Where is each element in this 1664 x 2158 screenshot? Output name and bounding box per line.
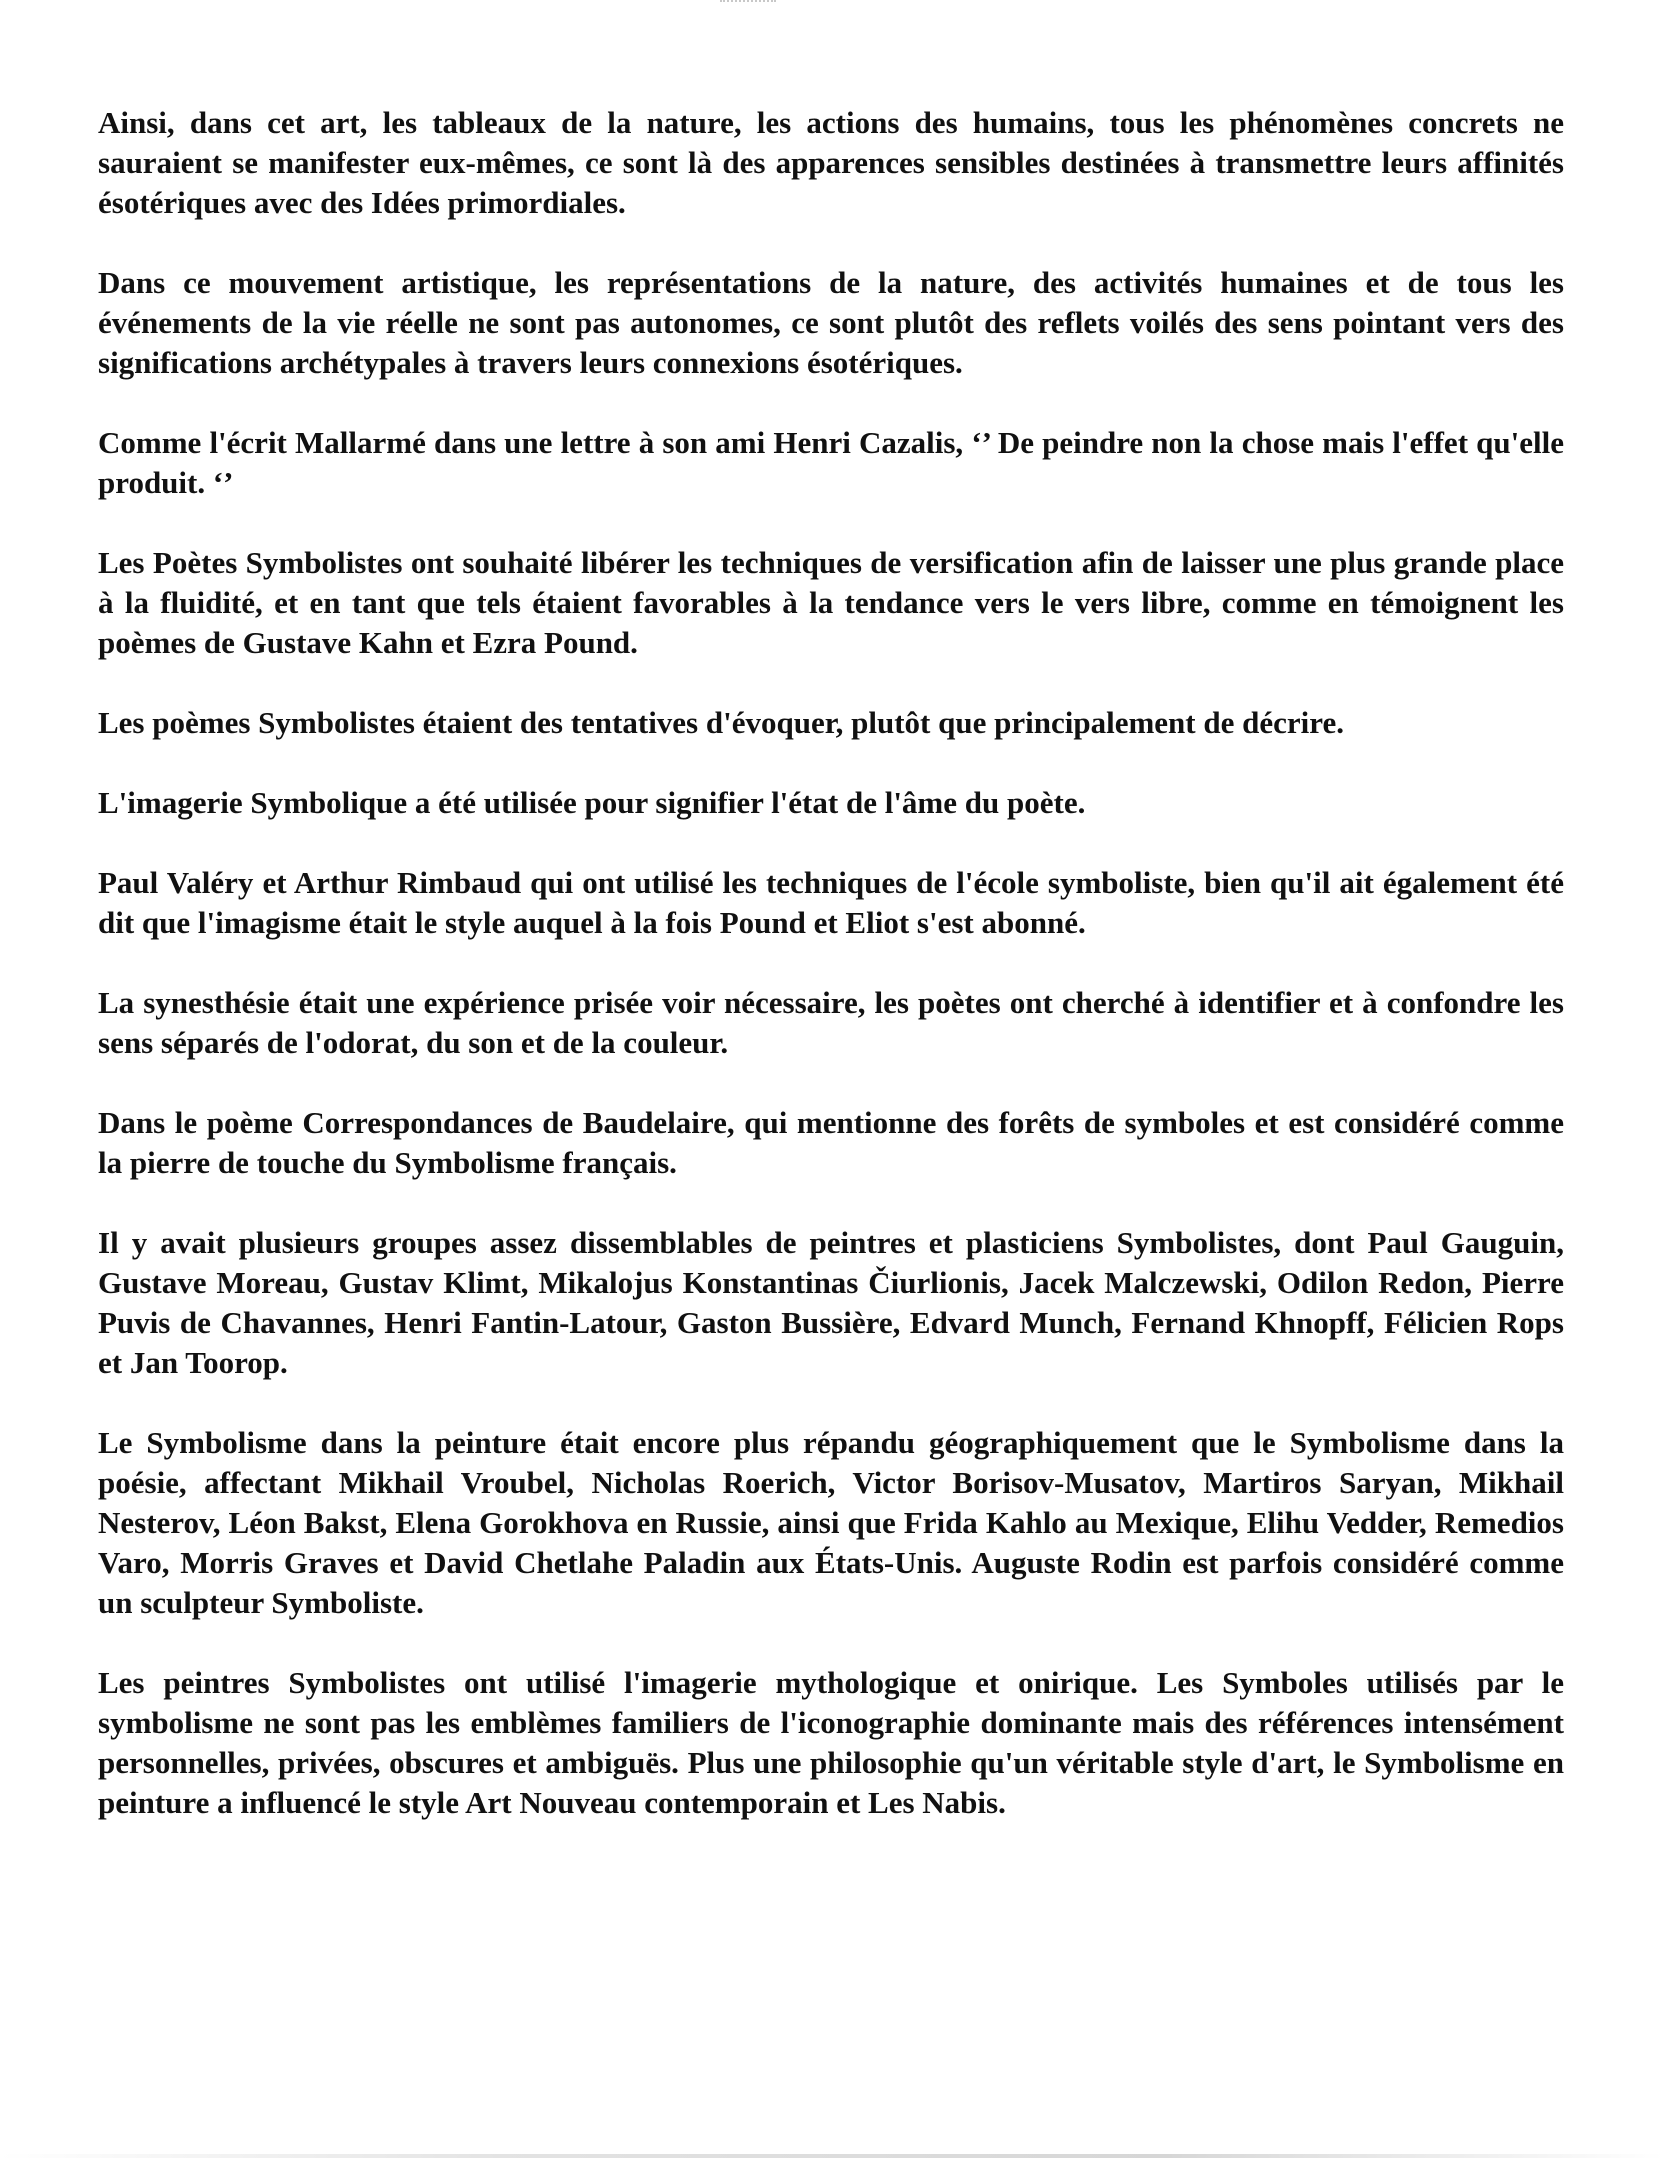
paragraph-6: L'imagerie Symbolique a été utilisée pour signifier l'état de l'âme du poète. (98, 785, 1086, 820)
paragraph-11: Le Symbolisme dans la peinture était encore plus répandu géographiquement que le Symbolisme dans la poésie, affectant Mikhail Vroubel, Nicholas Roerich, Victor Borisov-Musatov, Martiros Saryan, Mikhail Nesterov, Léon Bakst, Elena Gorokhova en Russie, ainsi que Frida Kahlo au Mexique, Elihu Vedder, Remedios Varo, Morris Graves et David Chetlahe Paladin aux États-Unis. Auguste Rodin est parfois considéré comme un sculpteur Symboliste. (98, 1425, 1564, 1620)
paragraph-10: Il y avait plusieurs groupes assez dissemblables de peintres et plasticiens Symbolistes, dont Paul Gauguin, Gustave Moreau, Gustav Klimt, Mikalojus Konstantinas Čiurlionis, Jacek Malczewski, Odilon Redon, Pierre Puvis de Chavannes, Henri Fantin-Latour, Gaston Bussière, Edvard Munch, Fernand Khnopff, Félicien Rops et Jan Toorop. (98, 1225, 1564, 1380)
paragraph-2: Dans ce mouvement artistique, les représentations de la nature, des activités humaines et de tous les événements de la vie réelle ne sont pas autonomes, ce sont plutôt des reflets voilés des sens pointant vers des significations archétypales à travers leurs connexions ésotériques. (98, 265, 1564, 380)
paragraph-8: La synesthésie était une expérience prisée voir nécessaire, les poètes ont cherché à identifier et à confondre les sens séparés de l'odorat, du son et de la couleur. (98, 985, 1564, 1060)
paragraph-3: Comme l'écrit Mallarmé dans une lettre à son ami Henri Cazalis, ‘’ De peindre non la chose mais l'effet qu'elle produit. ‘’ (98, 425, 1564, 500)
paragraph-12: Les peintres Symbolistes ont utilisé l'imagerie mythologique et onirique. Les Symboles utilisés par le symbolisme ne sont pas les emblèmes familiers de l'iconographie dominante mais des références intensément personnelles, privées, obscures et ambiguës. Plus une philosophie qu'un véritable style d'art, le Symbolisme en peinture a influencé le style Art Nouveau contemporain et Les Nabis. (98, 1665, 1564, 1820)
body-text (98, 103, 1564, 1863)
paragraph-5: Les poèmes Symbolistes étaient des tentatives d'évoquer, plutôt que principalement de décrire. (98, 705, 1344, 740)
scan-artifact-top (720, 0, 776, 8)
paragraph-1: Ainsi, dans cet art, les tableaux de la nature, les actions des humains, tous les phénomènes concrets ne sauraient se manifester eux-mêmes, ce sont là des apparences sensibles destinées à transmettre leurs affinités ésotériques avec des Idées primordiales. (98, 105, 1564, 220)
paragraph-9: Dans le poème Correspondances de Baudelaire, qui mentionne des forêts de symboles et est considéré comme la pierre de touche du Symbolisme français. (98, 1105, 1564, 1180)
paragraph-4: Les Poètes Symbolistes ont souhaité libérer les techniques de versification afin de laisser une plus grande place à la fluidité, et en tant que tels étaient favorables à la tendance vers le vers libre, comme en témoignent les poèmes de Gustave Kahn et Ezra Pound. (98, 545, 1564, 660)
paragraph-7: Paul Valéry et Arthur Rimbaud qui ont utilisé les techniques de l'école symboliste, bien qu'il ait également été dit que l'imagisme était le style auquel à la fois Pound et Eliot s'est abonné. (98, 865, 1564, 940)
scan-edge-bottom (0, 2154, 1664, 2158)
